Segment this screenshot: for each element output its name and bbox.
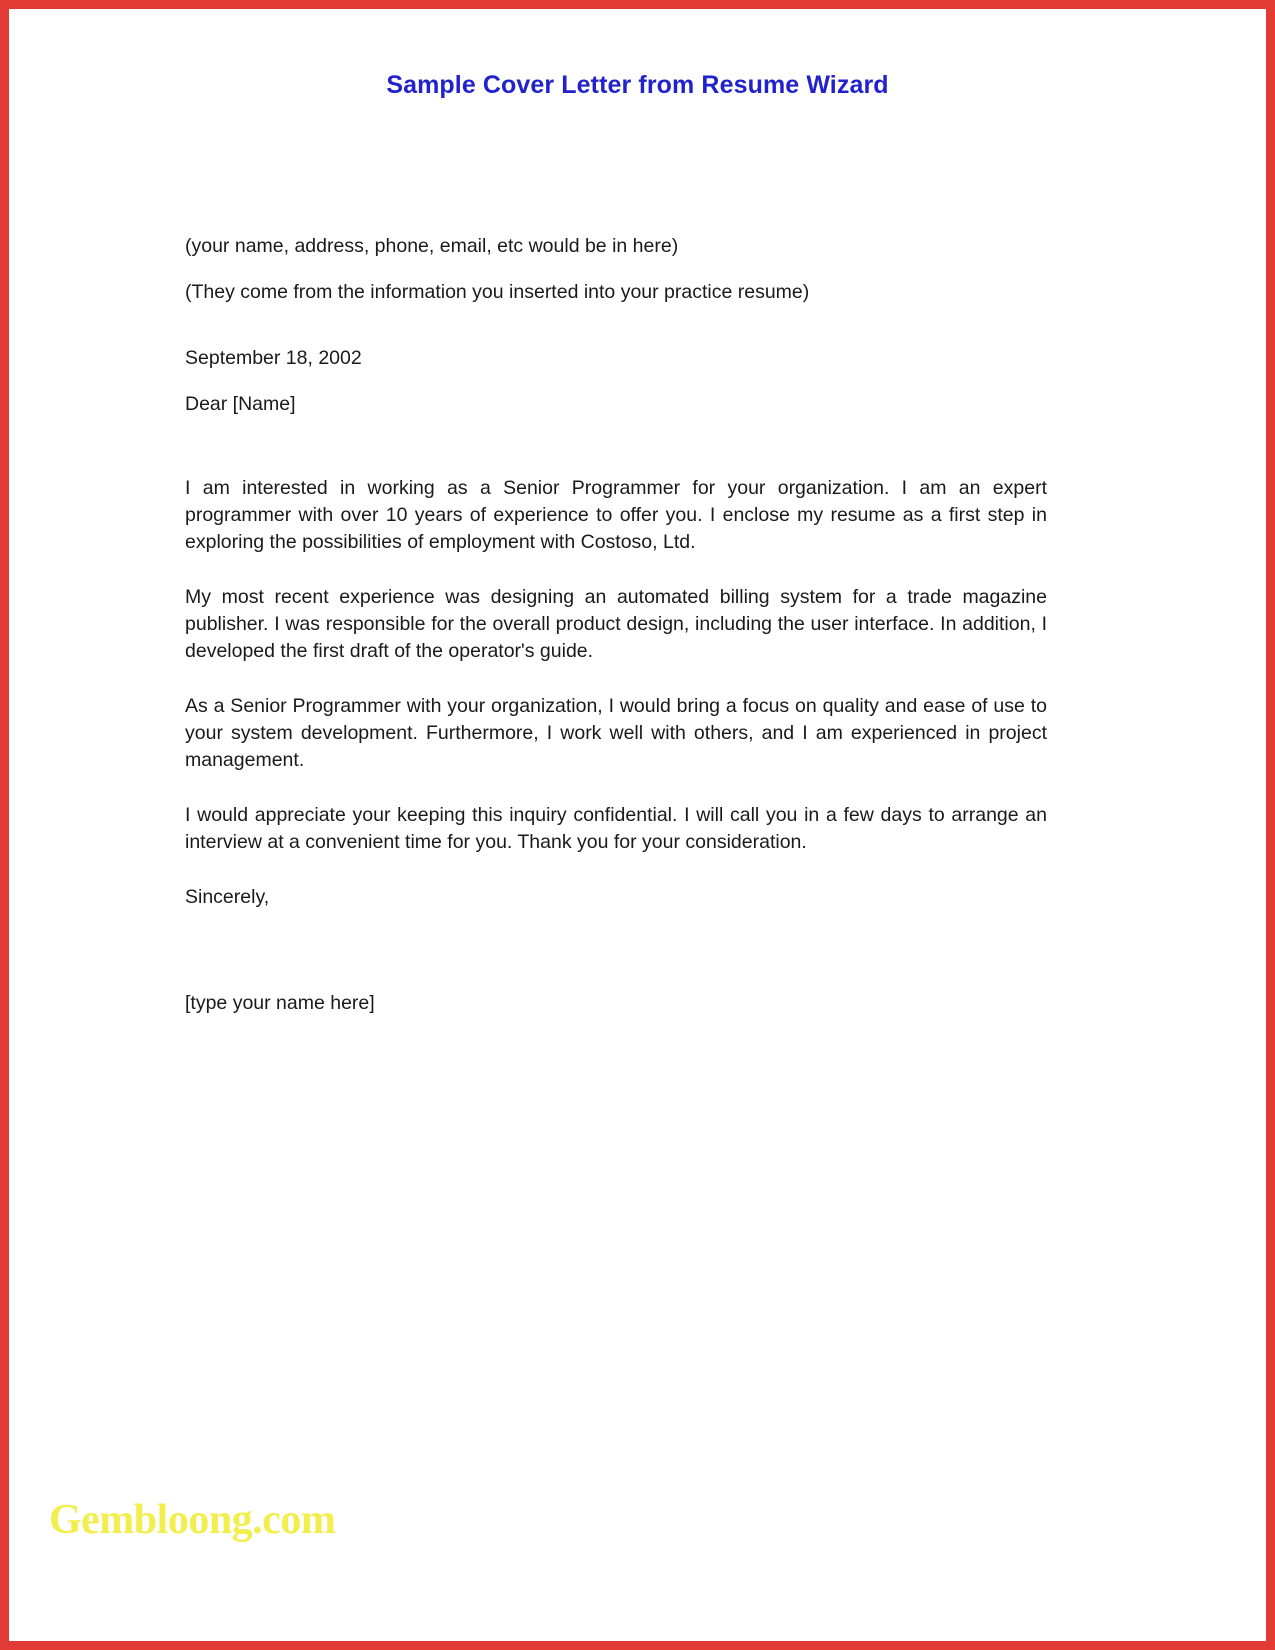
body-paragraph-1: I am interested in working as a Senior Programmer for your organization. I am an expert programmer with over 10 years of experience to offer you. I enclose my resume as a first step in exploring the possibilities of employment with Costoso, Ltd. <box>185 477 1047 553</box>
body-paragraph-2: My most recent experience was designing an automated billing system for a trade magazine publisher. I was responsible for the overall product design, including the user interface. In addition, I developed the first draft of the operator's guide. <box>185 586 1047 662</box>
watermark-text: Gembloong.com <box>49 1497 336 1543</box>
spacer <box>185 417 1047 475</box>
body-paragraph-3: As a Senior Programmer with your organization, I would bring a focus on quality and ease of use to your system development. Furthermore, I work well with others, and I am experienced in project management. <box>185 695 1047 771</box>
signature-placeholder: [type your name here] <box>185 992 375 1014</box>
document-page <box>9 9 1266 1641</box>
closing-line: Sincerely, <box>185 886 270 908</box>
body-paragraph-4: I would appreciate your keeping this inquiry confidential. I will call you in a few days to arrange an interview at a convenient time for you. Thank you for your consideration. <box>185 804 1047 853</box>
signature-space <box>185 910 1047 990</box>
spacer <box>185 305 1047 345</box>
salutation: Dear [Name] <box>185 393 296 415</box>
spacer <box>185 371 1047 391</box>
spacer <box>185 259 1047 279</box>
letter-date: September 18, 2002 <box>185 347 362 369</box>
letter-body <box>185 233 1047 1016</box>
sender-info-line-1: (your name, address, phone, email, etc would be in here) <box>185 235 679 257</box>
sender-info-line-2: (They come from the information you inserted into your practice resume) <box>185 281 810 303</box>
page-title: Sample Cover Letter from Resume Wizard <box>386 71 889 99</box>
